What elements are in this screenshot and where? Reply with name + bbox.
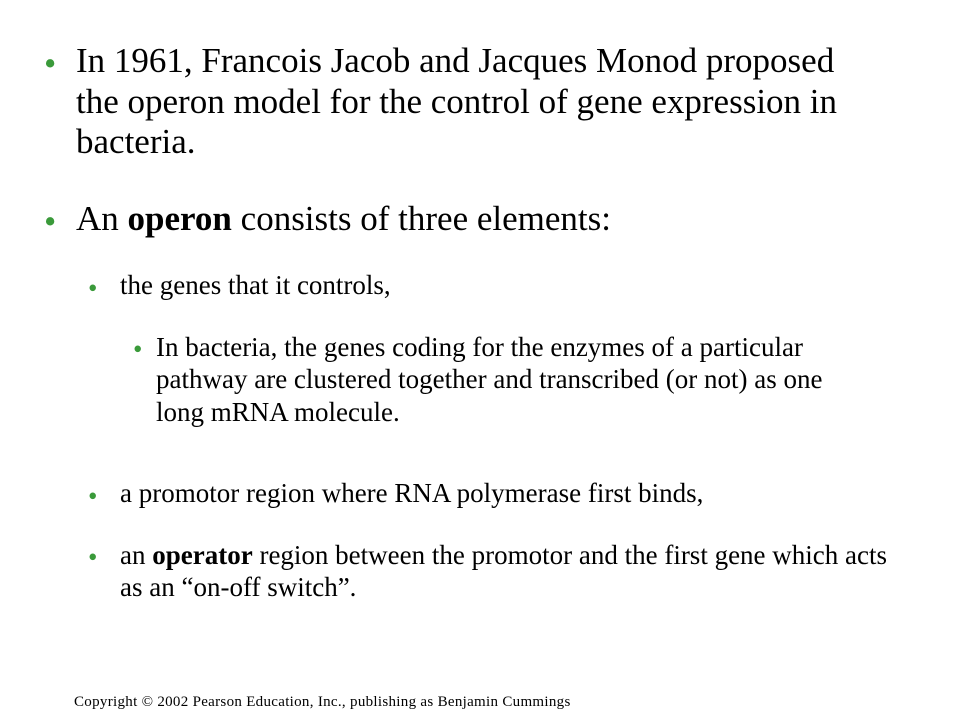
copyright-footer: Copyright © 2002 Pearson Education, Inc., publishing as Benjamin Cummings [74,694,571,710]
bullet-text: In 1961, Francois Jacob and Jacques Monod proposed the operon model for the control of gene expression in bacteria. [76,41,838,162]
subbullet-genes [120,270,900,301]
subsubbullet-bacteria-genes [156,331,856,428]
bullet-operon-definition [76,199,896,240]
subsubbullet-dot: • [133,334,143,364]
term-operator: operator [152,540,253,570]
bullet-dot: • [44,202,57,241]
subbullet-operator [120,539,900,604]
subbullet-text: the genes that it controls, [120,270,391,300]
subbullet-dot: • [88,273,98,303]
bullet-jacob-monod [76,41,876,163]
subbullet-text: a promotor region where RNA polymerase first binds, [120,478,704,508]
subbullet-text-pre: an [120,540,153,570]
subbullet-text-post: region between the promotor and the first gene which acts as an “on-off switch”. [120,540,887,603]
bullet-dot: • [44,44,57,83]
bullet-text-post: consists of three elements: [231,199,611,238]
term-operon: operon [127,199,232,238]
subsubbullet-text: In bacteria, the genes coding for the enzymes of a particular pathway are clustered together and transcribed (or not) as one long mRNA molecule. [156,332,823,427]
subbullet-promotor [120,478,910,509]
subbullet-dot: • [88,481,98,511]
bullet-text-pre: An [76,199,128,238]
subbullet-dot: • [88,542,98,572]
